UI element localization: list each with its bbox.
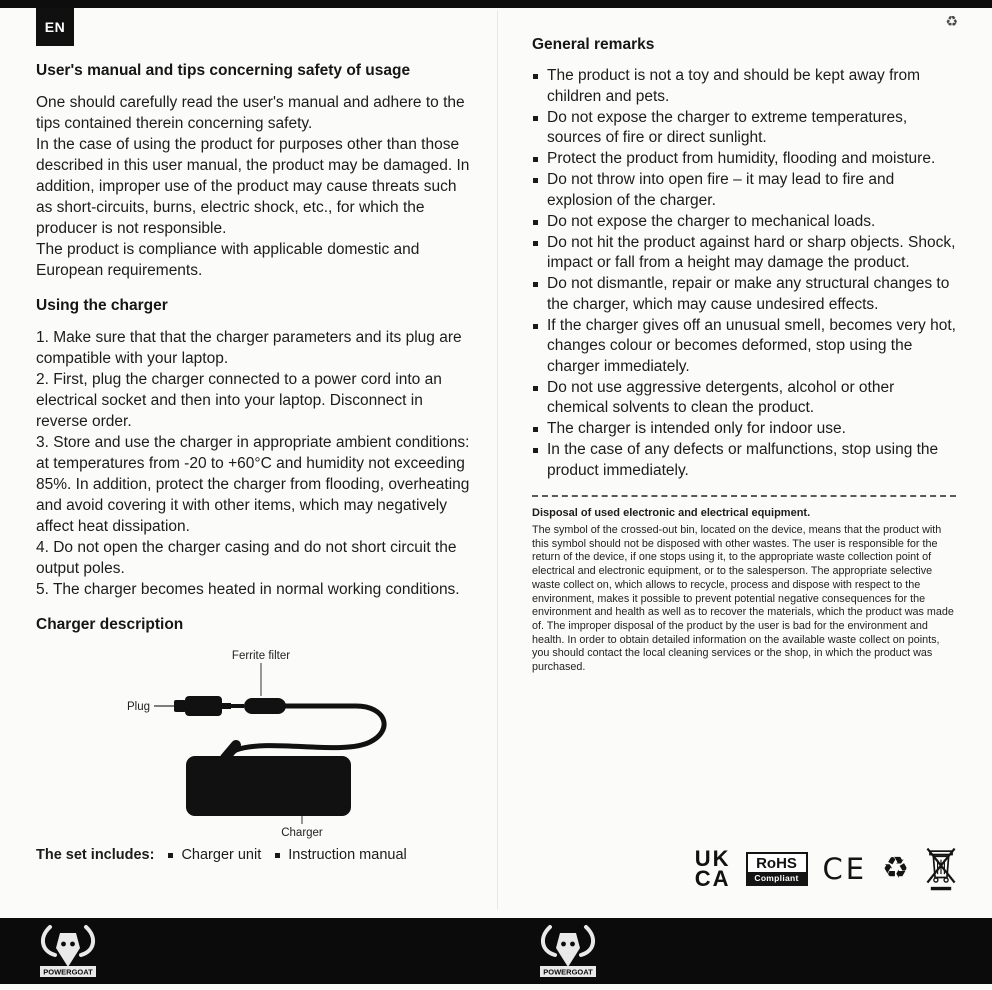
charger-diagram (64, 646, 472, 837)
goat-skull (556, 933, 580, 967)
rohs-label: RoHS (756, 855, 797, 872)
charger-body (186, 756, 351, 816)
plug-neck (221, 703, 231, 709)
step-item: 3. Store and use the charger in appropriate ambient conditions: at temperatures from -20 to +60°C and humidity not exceeding 85%. In addition, protect the charger from flooding, overheating and avoid covering it with other items, which may negatively affect heat dissipation. (36, 434, 470, 535)
goat-horn-left (543, 927, 555, 955)
compliance-marks-row (695, 845, 958, 893)
remark-item: If the charger gives off an unusual smell, becomes very hot, changes colour or becomes deformed, stop using the charger immediately. (532, 316, 956, 378)
ce-mark: CE (822, 852, 868, 886)
goat-eye-right (570, 942, 575, 947)
goat-horn-right (81, 927, 93, 955)
language-badge: EN (36, 8, 74, 46)
charger-label: Charger (281, 827, 323, 839)
plug-tip (174, 700, 186, 712)
step-item: 4. Do not open the charger casing and do not short circuit the output poles. (36, 539, 457, 577)
ferrite-filter (244, 698, 286, 714)
goat-eye-left (61, 942, 66, 947)
charger-diagram-svg (64, 646, 464, 839)
paragraph-misuse: In the case of using the product for purposes other than those described in this user manual, the product may be damaged. In addition, improper use of the product may cause threats such as short-circuits, burns, electric shock, etc., for which the producer is not responsible. (36, 136, 470, 237)
recycle-symbol-icon: ♻ (882, 852, 909, 885)
ukca-line2: CA (694, 866, 731, 891)
left-column (36, 62, 472, 863)
ukca-mark (694, 846, 731, 891)
page-fold-line (497, 10, 498, 910)
remark-item: Protect the product from humidity, flooding and moisture. (532, 149, 956, 170)
rohs-mark (746, 852, 808, 886)
remark-item: Do not dismantle, repair or make any structural changes to the charger, which may cause undesired effects. (532, 274, 956, 315)
goat-horn-left (43, 927, 55, 955)
disposal-heading: Disposal of used electronic and electrical equipment. (532, 507, 811, 519)
goat-eye-left (561, 942, 566, 947)
step-item: 5. The charger becomes heated in normal working conditions. (36, 581, 460, 598)
remark-item: Do not hit the product against hard or sharp objects. Shock, impact or fall from a height may damage the product. (532, 233, 956, 274)
remark-item: Do not throw into open fire – it may lead to fire and explosion of the charger. (532, 170, 956, 211)
corner-print-marks (945, 13, 958, 30)
powergoat-logo (36, 921, 100, 981)
step-item: 2. First, plug the charger connected to a power cord into an electrical socket and then into your laptop. Disconnect in reverse order. (36, 371, 442, 430)
dashed-divider (532, 495, 956, 497)
heading-general-remarks: General remarks (532, 36, 655, 53)
remark-item: Do not expose the charger to extreme temperatures, sources of fire or direct sunlight. (532, 108, 956, 149)
top-black-strip (0, 0, 992, 8)
remark-item: In the case of any defects or malfunctions, stop using the product immediately. (532, 440, 956, 481)
set-includes-row (36, 847, 472, 863)
plug-label: Plug (126, 701, 150, 713)
remark-item: Do not use aggressive detergents, alcohol or other chemical solvents to clean the product. (532, 378, 956, 419)
ferrite-filter-label: Ferrite filter (231, 650, 291, 662)
ukca-line1: UK (694, 846, 731, 871)
remark-item: Do not expose the charger to mechanical loads. (532, 212, 956, 233)
goat-eye-right (70, 942, 75, 947)
heading-usage-safety: User's manual and tips concerning safety of usage (36, 62, 411, 79)
powergoat-logo (536, 921, 600, 981)
remark-item: The charger is intended only for indoor use. (532, 419, 956, 440)
set-item-charger-unit: Charger unit (168, 847, 261, 863)
powergoat-wordmark: POWERGOAT (43, 967, 93, 977)
set-item-instruction-manual: Instruction manual (275, 847, 406, 863)
powergoat-wordmark: POWERGOAT (543, 967, 593, 977)
goat-skull (56, 933, 80, 967)
right-column (532, 36, 956, 675)
goat-horn-right (581, 927, 593, 955)
disposal-body-text: The symbol of the crossed-out bin, located on the device, means that the product with this symbol should not be disposed with other wastes. The user is responsible for the return of the device, if one stops using it, to the appropriate waste collection point of electrical and electronic equipment, or to the salesperson. The appropriate selective waste collect on, which allows to recycle, process and dispose with respect to the environment, makes it possible to prevent potential negative consequences for the environment and health as well as to recover the materials, which the product was made of. The improper disposal of the product by the user is bad for the environment and health. In order to obtain detailed information on the available waste collect on points, you should contact the local cleaning services or the shop, in which the product was purchased. (532, 524, 954, 674)
footer-black-bar (0, 918, 992, 984)
remark-item: The product is not a toy and should be kept away from children and pets. (532, 66, 956, 107)
plug-body (185, 696, 222, 716)
charger-steps-list (36, 327, 472, 600)
set-includes-label: The set includes: (36, 847, 155, 863)
general-remarks-list (532, 66, 956, 481)
weee-crossed-bin-icon (924, 845, 958, 893)
paragraph-intro: One should carefully read the user's manual and adhere to the tips contained therein concerning safety. (36, 94, 465, 132)
step-item: 1. Make sure that that the charger parameters and its plug are compatible with your laptop. (36, 329, 462, 367)
heading-using-charger: Using the charger (36, 297, 168, 314)
rohs-compliant-label: Compliant (748, 872, 806, 884)
heading-charger-description: Charger description (36, 616, 184, 633)
recycle-icon: ♻ (945, 13, 958, 29)
paragraph-compliance: The product is compliance with applicable domestic and European requirements. (36, 241, 420, 279)
